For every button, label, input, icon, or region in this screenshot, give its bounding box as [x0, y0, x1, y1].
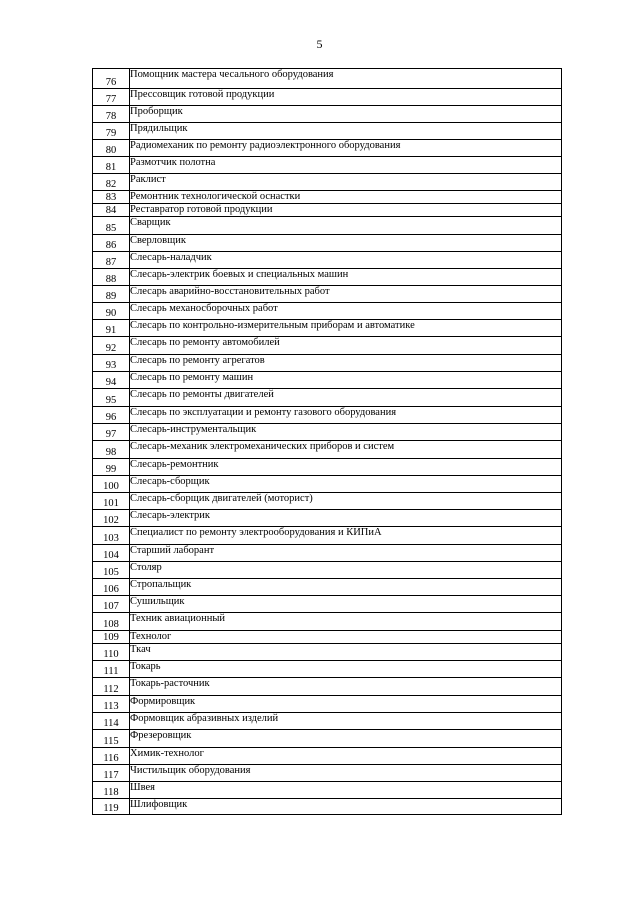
table-row — [93, 89, 562, 106]
row-number: 96 — [93, 407, 130, 424]
profession-name: Столяр — [130, 562, 562, 579]
profession-name: Слесарь-электрик боевых и специальных машин — [130, 269, 562, 286]
row-number: 108 — [93, 613, 130, 631]
profession-name: Реставратор готовой продукции — [130, 204, 562, 217]
table-row — [93, 459, 562, 476]
profession-name: Слесарь-инструментальщик — [130, 424, 562, 441]
table-row — [93, 123, 562, 140]
row-number: 114 — [93, 713, 130, 730]
profession-name: Слесарь-сборщик — [130, 476, 562, 493]
row-number: 109 — [93, 631, 130, 644]
row-number: 92 — [93, 337, 130, 355]
table-row — [93, 782, 562, 799]
table-row — [93, 476, 562, 493]
table-row — [93, 748, 562, 765]
table-row — [93, 355, 562, 372]
table-row — [93, 579, 562, 596]
row-number: 105 — [93, 562, 130, 579]
table-row — [93, 191, 562, 204]
table-row — [93, 799, 562, 815]
row-number: 98 — [93, 441, 130, 459]
profession-name: Токарь — [130, 661, 562, 678]
row-number: 99 — [93, 459, 130, 476]
row-number: 84 — [93, 204, 130, 217]
row-number: 107 — [93, 596, 130, 613]
row-number: 113 — [93, 696, 130, 713]
page-number: 5 — [316, 37, 323, 51]
row-number: 102 — [93, 510, 130, 527]
table-row — [93, 696, 562, 713]
row-number: 86 — [93, 235, 130, 252]
table-row — [93, 303, 562, 320]
profession-name: Специалист по ремонту электрооборудования и КИПиА — [130, 527, 562, 545]
table-row — [93, 389, 562, 407]
profession-name: Слесарь аварийно-восстановительных работ — [130, 286, 562, 303]
profession-name: Слесарь механосборочных работ — [130, 303, 562, 320]
profession-name: Слесарь по контрольно-измерительным приборам и автоматике — [130, 320, 562, 337]
row-number: 93 — [93, 355, 130, 372]
row-number: 117 — [93, 765, 130, 782]
table-row — [93, 661, 562, 678]
profession-name: Сушильщик — [130, 596, 562, 613]
table-row — [93, 174, 562, 191]
profession-name: Токарь-расточник — [130, 678, 562, 696]
profession-name: Швея — [130, 782, 562, 799]
row-number: 77 — [93, 89, 130, 106]
table-row — [93, 252, 562, 269]
profession-name: Стропальщик — [130, 579, 562, 596]
profession-name: Прядильщик — [130, 123, 562, 140]
profession-name: Радиомеханик по ремонту радиоэлектронного оборудования — [130, 140, 562, 157]
professions-table-body — [93, 69, 562, 815]
table-row — [93, 678, 562, 696]
table-row — [93, 713, 562, 730]
table-row — [93, 644, 562, 661]
table-row — [93, 204, 562, 217]
table-row — [93, 269, 562, 286]
table-row — [93, 157, 562, 174]
row-number: 82 — [93, 174, 130, 191]
row-number: 87 — [93, 252, 130, 269]
row-number: 97 — [93, 424, 130, 441]
profession-name: Технолог — [130, 631, 562, 644]
table-row — [93, 441, 562, 459]
row-number: 101 — [93, 493, 130, 510]
row-number: 80 — [93, 140, 130, 157]
table-row — [93, 372, 562, 389]
profession-name: Слесарь-электрик — [130, 510, 562, 527]
profession-name: Фрезеровщик — [130, 730, 562, 748]
row-number: 106 — [93, 579, 130, 596]
table-row — [93, 424, 562, 441]
row-number: 83 — [93, 191, 130, 204]
profession-name: Слесарь-сборщик двигателей (моторист) — [130, 493, 562, 510]
profession-name: Сварщик — [130, 217, 562, 235]
row-number: 112 — [93, 678, 130, 696]
profession-name: Химик-технолог — [130, 748, 562, 765]
row-number: 111 — [93, 661, 130, 678]
table-row — [93, 631, 562, 644]
row-number: 118 — [93, 782, 130, 799]
row-number: 119 — [93, 799, 130, 815]
row-number: 76 — [93, 69, 130, 89]
profession-name: Помощник мастера чесального оборудования — [130, 69, 562, 89]
profession-name: Размотчик полотна — [130, 157, 562, 174]
profession-name: Проборщик — [130, 106, 562, 123]
row-number: 103 — [93, 527, 130, 545]
row-number: 94 — [93, 372, 130, 389]
profession-name: Слесарь по ремонты двигателей — [130, 389, 562, 407]
table-row — [93, 235, 562, 252]
table-row — [93, 562, 562, 579]
profession-name: Прессовщик готовой продукции — [130, 89, 562, 106]
profession-name: Слесарь по эксплуатации и ремонту газового оборудования — [130, 407, 562, 424]
profession-name: Формовщик абразивных изделий — [130, 713, 562, 730]
profession-name: Чистильщик оборудования — [130, 765, 562, 782]
professions-table — [92, 68, 562, 815]
table-row — [93, 106, 562, 123]
profession-name: Ткач — [130, 644, 562, 661]
table-row — [93, 613, 562, 631]
row-number: 115 — [93, 730, 130, 748]
row-number: 91 — [93, 320, 130, 337]
table-row — [93, 730, 562, 748]
row-number: 100 — [93, 476, 130, 493]
table-row — [93, 337, 562, 355]
profession-name: Ремонтник технологической оснастки — [130, 191, 562, 204]
table-row — [93, 510, 562, 527]
table-row — [93, 407, 562, 424]
profession-name: Сверловщик — [130, 235, 562, 252]
row-number: 95 — [93, 389, 130, 407]
table-row — [93, 545, 562, 562]
profession-name: Слесарь-механик электромеханических приборов и систем — [130, 441, 562, 459]
row-number: 90 — [93, 303, 130, 320]
table-row — [93, 69, 562, 89]
row-number: 85 — [93, 217, 130, 235]
row-number: 116 — [93, 748, 130, 765]
table-row — [93, 286, 562, 303]
row-number: 78 — [93, 106, 130, 123]
table-row — [93, 765, 562, 782]
profession-name: Слесарь-наладчик — [130, 252, 562, 269]
table-row — [93, 320, 562, 337]
row-number: 110 — [93, 644, 130, 661]
row-number: 79 — [93, 123, 130, 140]
profession-name: Техник авиационный — [130, 613, 562, 631]
profession-name: Старший лаборант — [130, 545, 562, 562]
row-number: 88 — [93, 269, 130, 286]
table-row — [93, 527, 562, 545]
profession-name: Слесарь по ремонту машин — [130, 372, 562, 389]
profession-name: Слесарь по ремонту агрегатов — [130, 355, 562, 372]
profession-name: Слесарь по ремонту автомобилей — [130, 337, 562, 355]
table-row — [93, 217, 562, 235]
table-row — [93, 493, 562, 510]
profession-name: Формировщик — [130, 696, 562, 713]
row-number: 81 — [93, 157, 130, 174]
row-number: 104 — [93, 545, 130, 562]
profession-name: Шлифовщик — [130, 799, 562, 815]
profession-name: Раклист — [130, 174, 562, 191]
profession-name: Слесарь-ремонтник — [130, 459, 562, 476]
table-row — [93, 596, 562, 613]
table-row — [93, 140, 562, 157]
row-number: 89 — [93, 286, 130, 303]
